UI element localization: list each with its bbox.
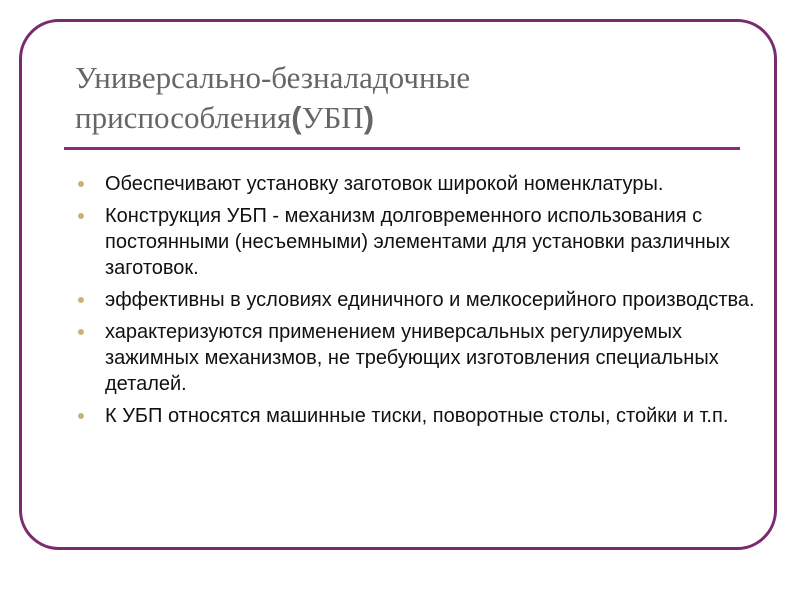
bullet-item [75, 171, 755, 197]
bullet-text: характеризуются применением универсальных регулируемых зажимных механизмов, не требующих изготовления специальных деталей. [105, 321, 719, 395]
bullet-text: эффективны в условиях единичного и мелкосерийного производства. [105, 289, 755, 311]
bullet-item [75, 287, 755, 313]
title-abbreviation: УБП [301, 100, 364, 135]
bullet-list [75, 171, 755, 435]
bullet-item [75, 203, 755, 281]
bullet-dot-icon [78, 213, 84, 219]
bullet-dot-icon [78, 181, 84, 187]
bullet-dot-icon [78, 297, 84, 303]
bullet-item [75, 319, 755, 397]
bullet-text: Конструкция УБП - механизм долговременного использования с постоянными (несъемными) элементами для установки различных заготовок. [105, 205, 731, 279]
bullet-item [75, 403, 755, 429]
bullet-dot-icon [78, 413, 84, 419]
title-line-2: приспособления [75, 100, 292, 135]
title-close-paren: ) [363, 100, 375, 135]
title-line-1: Универсально-безналадочные [75, 60, 471, 95]
bullet-text: К УБП относятся машинные тиски, поворотные столы, стойки и т.п. [105, 405, 729, 427]
title-open-paren: ( [291, 100, 302, 135]
bullet-dot-icon [78, 329, 84, 335]
bullet-text: Обеспечивают установку заготовок широкой номенклатуры. [105, 173, 664, 195]
slide-title [75, 58, 755, 138]
title-divider [64, 147, 740, 150]
